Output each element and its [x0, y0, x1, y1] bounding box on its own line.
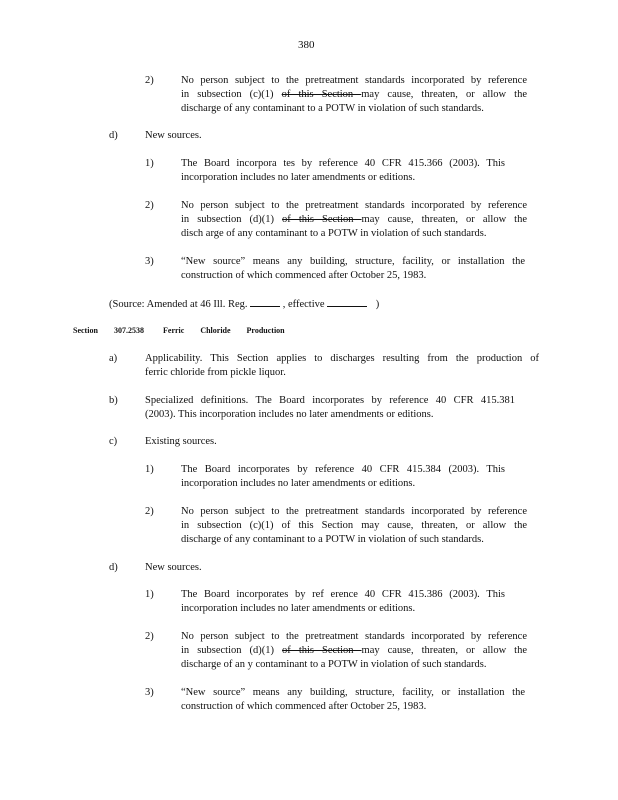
- subsection-text: Applicability. This Section applies to discharges resulting from the production of ferric chloride from pickle liquor.: [145, 353, 539, 378]
- subsection-label: d): [109, 130, 118, 141]
- subsection-label: c): [109, 436, 118, 447]
- item-label: 1): [145, 464, 154, 475]
- subsection-heading: New sources.: [145, 130, 202, 141]
- blank-effective-date: [327, 296, 367, 307]
- item-text: The Board incorporates by reference 40 CFR 415.384 (2003). This incorporation includes no later amendments or editions.: [181, 464, 505, 489]
- item-label: 3): [145, 256, 154, 267]
- item-text: No person subject to the pretreatment standards incorporated by reference in subsection (d)(1) of this Section may cause, threaten, or allow the discharge of an y contaminant to a POTW in violation of such standards.: [181, 631, 527, 670]
- source-note: (Source: Amended at 46 Ill. Reg. , effective ): [109, 296, 379, 312]
- struck-text: of this Section: [282, 645, 362, 656]
- subsection-heading: New sources.: [145, 562, 202, 573]
- item-label: 2): [145, 75, 154, 86]
- item-label: 1): [145, 589, 154, 600]
- subsection-label: d): [109, 562, 118, 573]
- item-label: 2): [145, 631, 154, 642]
- page-number: 380: [298, 39, 315, 51]
- struck-text: of this Section: [281, 89, 362, 100]
- struck-text: of this Section: [282, 214, 362, 225]
- item-text: “New source” means any building, structure, facility, or installation the construction of which commenced after October 25, 1983.: [181, 256, 525, 281]
- subsection-text: Specialized definitions. The Board incorporates by reference 40 CFR 415.381 (2003). This incorporation includes no later amendments or editions.: [145, 395, 515, 420]
- subsection-label: a): [109, 353, 118, 364]
- section-label: Section: [73, 326, 98, 335]
- item-text: No person subject to the pretreatment standards incorporated by reference in subsection (c)(1) of this Section may cause, threaten, or allow the discharge of any contaminant to a POTW in violation of such standards.: [181, 506, 527, 545]
- subsection-label: b): [109, 395, 118, 406]
- section-number: 307.2538: [114, 326, 144, 335]
- section-title: Ferric Chloride Production: [163, 326, 285, 335]
- item-text: No person subject to the pretreatment standards incorporated by reference in subsection (c)(1) of this Section may cause, threaten, or allow the discharge of any contaminant to a POTW in violation of such standards.: [181, 75, 527, 114]
- subsection-heading: Existing sources.: [145, 436, 217, 447]
- item-text: No person subject to the pretreatment standards incorporated by reference in subsection (d)(1) of this Section may cause, threaten, or allow the disch arge of any contaminant to a POTW in violation of such standards.: [181, 200, 527, 239]
- item-text: “New source” means any building, structure, facility, or installation the construction of which commenced after October 25, 1983.: [181, 687, 525, 712]
- item-text: The Board incorporates by ref erence 40 CFR 415.386 (2003). This incorporation includes no later amendments or editions.: [181, 589, 505, 614]
- item-label: 2): [145, 200, 154, 211]
- item-label: 1): [145, 158, 154, 169]
- blank-register-volume: [250, 296, 280, 307]
- item-label: 2): [145, 506, 154, 517]
- item-text: The Board incorpora tes by reference 40 CFR 415.366 (2003). This incorporation includes no later amendments or editions.: [181, 158, 505, 183]
- item-label: 3): [145, 687, 154, 698]
